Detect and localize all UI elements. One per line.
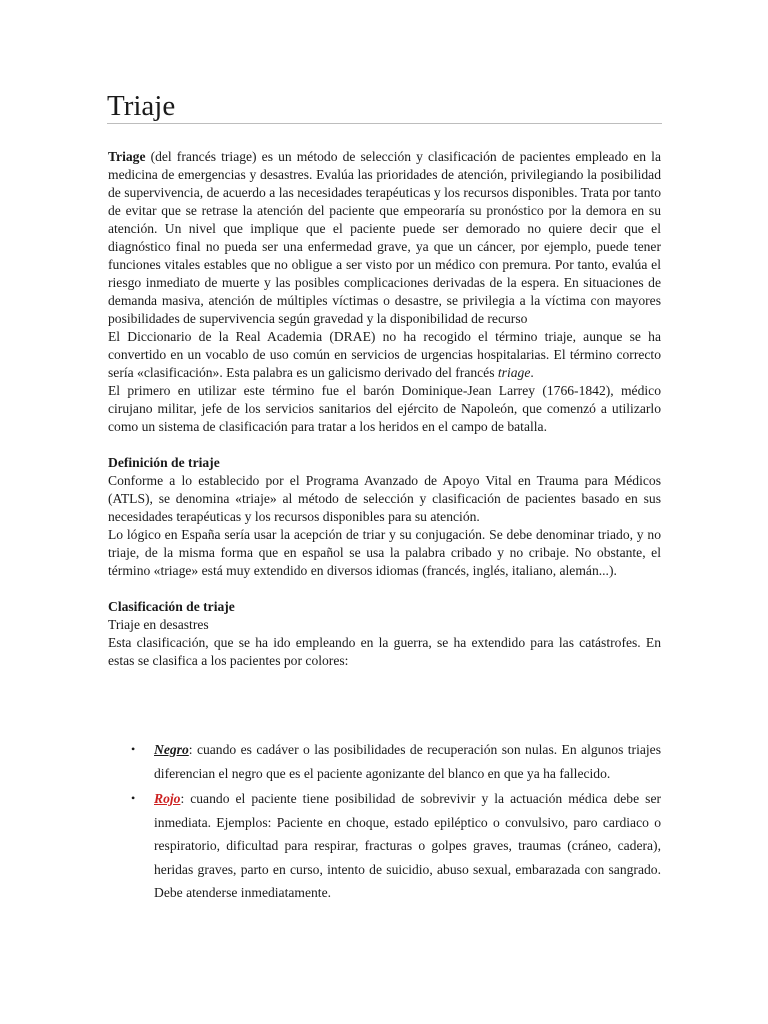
definition-paragraph-1: Conforme a lo establecido por el Programa Avanzado de Apoyo Vital en Trauma para Médicos (ATLS), se denomina «triaje» al método de selección y clasificación de pacientes basado en sus necesidades terapéuticas y los recursos disponibles para su atención. — [108, 473, 661, 524]
classification-paragraph: Esta clasificación, que se ha ido empleando en la guerra, se ha extendido para las catástrofes. En estas se clasifica a los pacientes por colores: — [108, 635, 661, 668]
list-item-negro — [108, 738, 661, 785]
paragraph-gap — [108, 436, 661, 454]
drae-paragraph — [108, 328, 661, 382]
larrey-paragraph: El primero en utilizar este término fue el barón Dominique-Jean Larrey (1766-1842), médico cirujano militar, jefe de los servicios sanitarios del ejército de Napoleón, que comenzó a utilizarlo como un sistema de clasificación para tratar a los heridos en el campo de batalla. — [108, 383, 661, 434]
page-title: Triaje — [107, 90, 176, 122]
color-description-rojo: : cuando el paciente tiene posibilidad de sobrevivir y la actuación médica debe ser inmediata. Ejemplos: Paciente en choque, estado epiléptico o convulsivo, paro cardiaco o respiratorio, dificultad para respirar, fracturas o golpes graves, traumas (cráneo, cadera), heridas graves, parto en curso, intento de suicidio, abuso sexual, embarazada con sangrado. Debe atenderse inmediatamente. — [154, 791, 661, 900]
triage-color-list — [108, 738, 661, 907]
drae-italic-term: triage — [497, 365, 531, 380]
intro-lead-term: Triage — [108, 149, 146, 164]
drae-text: El Diccionario de la Real Academia (DRAE) no ha recogido el término triaje, aunque se ha convertido en un vocablo de uso común en servicios de urgencias hospitalarias. El término correcto sería «clasificación». Esta palabra es un galicismo derivado del francés — [108, 329, 661, 380]
color-term-negro: Negro — [154, 742, 189, 757]
document-body — [108, 148, 661, 670]
paragraph-gap — [108, 580, 661, 598]
bullet-icon: • — [131, 791, 136, 805]
color-term-rojo: Rojo — [154, 791, 181, 806]
color-description-negro: : cuando es cadáver o las posibilidades de recuperación son nulas. En algunos triajes diferencian el negro que es el paciente agonizante del blanco en que ya ha fallecido. — [154, 742, 661, 781]
classification-heading: Clasificación de triaje — [108, 599, 235, 614]
title-divider — [107, 123, 662, 124]
intro-text: (del francés triage) es un método de selección y clasificación de pacientes empleado en la medicina de emergencias y desastres. Evalúa las prioridades de atención, privilegiando la posibilidad de supervivencia, de acuerdo a las necesidades terapéuticas y los recursos disponibles. Trata por tanto de evitar que se retrase la atención del paciente que empeoraría su pronóstico por la demora en su atención. Un nivel que implique que el paciente puede ser demorado no quiere decir que el diagnóstico final no pueda ser una enfermedad grave, ya que un cáncer, por ejemplo, puede tener funciones vitales estables que no obligue a ser visto por un médico con premura. Por tanto, evalúa el riesgo inmediato de muerte y las posibles complicaciones derivadas de la espera. En situaciones de demanda masiva, atención de múltiples víctimas o desastre, se privilegia a la víctima con mayores posibilidades de supervivencia según gravedad y la disponibilidad de recurso — [108, 149, 661, 326]
intro-paragraph — [108, 148, 661, 328]
definition-paragraph-2: Lo lógico en España sería usar la acepción de triar y su conjugación. Se debe denominar triado, y no triaje, de la misma forma que en español se usa la palabra cribado y no cribaje. No obstante, el término «triage» está muy extendido en diversos idiomas (francés, inglés, italiano, alemán...). — [108, 527, 661, 578]
classification-subheading: Triaje en desastres — [108, 617, 209, 632]
drae-end: . — [530, 365, 534, 380]
bullet-icon: • — [131, 742, 136, 756]
definition-heading: Definición de triaje — [108, 455, 220, 470]
list-item-rojo — [108, 787, 661, 905]
